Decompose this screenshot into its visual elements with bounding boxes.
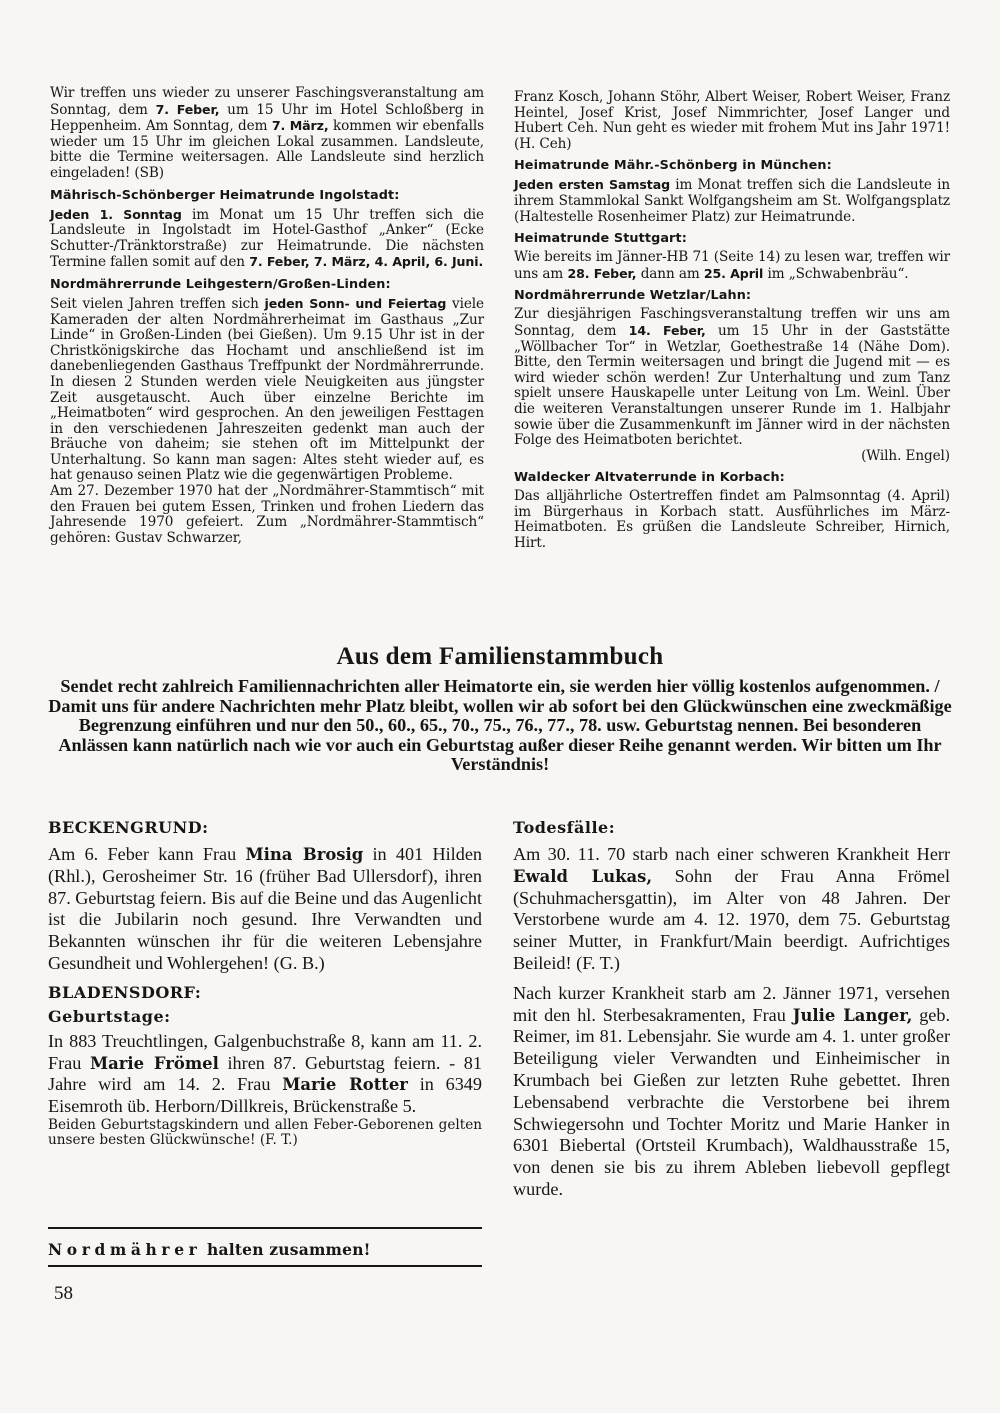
slogan-rest: halten zusammen! — [201, 1240, 371, 1259]
section-heading: Mährisch-Schönberger Heimatrunde Ingolstadt: — [50, 187, 400, 203]
place-heading: BLADENSDORF: — [48, 982, 202, 1002]
text: in 401 Hilden (Rhl.), Gerosheimer Str. 16 (früher Bad Ullersdorf), ihren 87. Geburtstag feiern. Bis auf die Beine und das Augenlicht ist die Jubilarin noch gesund. Ihre Verwandten und Bekannten wünschen ihr für die weiteren Lebensjahre Gesundheit und Wohlergehen! (G. B.) — [48, 844, 482, 973]
page-number: 58 — [54, 1283, 73, 1304]
date-bold: 14. Feber, — [628, 322, 706, 338]
signature: (Wilh. Engel) — [861, 447, 950, 464]
section-heading: Waldecker Altvaterrunde in Korbach: — [514, 470, 785, 486]
dates-bold: 7. Feber, 7. März, 4. April, 6. Juni. — [249, 254, 484, 270]
date-bold: 25. April — [703, 265, 764, 281]
text: im „Schwabenbräu“. — [763, 265, 909, 282]
family-section-title: Aus dem Familienstammbuch — [336, 643, 664, 670]
text: Am 30. 11. 70 starb nach einer schweren Krankheit Herr — [513, 844, 950, 864]
stuttgart-paragraph — [514, 250, 950, 282]
section-heading: Heimatrunde Stuttgart: — [514, 231, 687, 247]
deaths-heading: Todesfälle: — [513, 818, 616, 837]
faschings-paragraph — [50, 86, 484, 182]
section-heading: Nordmährerrunde Leihgestern/Großen-Linden: — [50, 276, 391, 292]
place-heading: BECKENGRUND: — [48, 818, 209, 837]
korbach-paragraph: Das alljährliche Ostertreffen findet am Palmsonntag (4. April) im Bürgerhaus in Korbach statt. Ausführliches im März-Heimatboten. Es grüßen die Landsleute Schreiber, Hirnich, Hirt. — [514, 488, 950, 552]
text: im Monat treffen sich die Landsleute in ihrem Stammlokal Sankt Wolfgangsheim am St. Wolfgangsplatz (Haltestelle Rosenheimer Platz) zur Heimatrunde. — [514, 177, 951, 225]
lukas-paragraph — [513, 844, 950, 975]
top-left-column — [50, 86, 484, 546]
text: Wir treffen uns wieder zu unserer Faschingsveranstaltung am Sonntag, dem — [50, 85, 484, 118]
text: Nach kurzer Krankheit starb am 2. Jänner 1971, versehen mit den hl. Sterbesakramenten, Frau — [513, 982, 950, 1025]
text: Wie bereits im Jänner-HB 71 (Seite 14) zu lesen war, treffen wir uns am — [514, 249, 950, 282]
person-name: Ewald Lukas, — [513, 866, 653, 886]
text: Seit vielen Jahren treffen sich — [50, 295, 265, 312]
text: um 15 Uhr im Hotel Schloßberg in Heppenheim. Am Sonntag, dem — [50, 101, 485, 135]
text: Zur diesjährigen Faschingsveranstaltung treffen wir uns am Sonntag, dem — [514, 306, 950, 339]
ingolstadt-paragraph — [50, 207, 484, 271]
text: Am 6. Feber kann Frau — [48, 844, 246, 864]
text: kommen wir ebenfalls wieder um 15 Uhr im gleichen Lokal zusammen. Landsleute, bitte die Termine weitersagen. Alle Landsleute sind herzlich eingeladen! (SB) — [50, 118, 484, 181]
section-heading: Nordmährerrunde Wetzlar/Lahn: — [514, 288, 752, 304]
text-bold: jeden Sonn- und Feiertag — [264, 295, 447, 311]
langer-paragraph — [513, 983, 950, 1201]
text: viele Kameraden der alten Nordmährerheimat im Gasthaus „Zur Linde“ in Großen-Linden (bei Gießen). Um 9.15 Uhr ist in der Christkönigskirche das Hochamt und anschließend ist im danebenliegenden Gasthaus Treffpunkt der Nordmährerrunde. In diesen 2 Stunden werden viele Neuigkeiten aus jüngster Zeit ausgetauscht. Auch über einzelne Berichte im „Heimatboten“ wird gesprochen. An den jeweiligen Festtagen in den verschiedenen Jahreszeiten gedenkt man auch der Bräuche von daheim; sie stehen oft im Mittelpunkt der Unterhaltung. So kann man sagen: Altes steht wieder auf, es hat genauso seinen Platz wie die gegenwärtigen Probleme. — [50, 295, 484, 484]
congrats-note: Beiden Geburtstagskindern und allen Feber-Geborenen gelten unsere besten Glückwünsche! (F. T.) — [48, 1116, 482, 1149]
bottom-right-column — [513, 818, 950, 1201]
top-right-column — [514, 90, 950, 552]
leihgestern-paragraph — [50, 296, 484, 484]
family-section-intro: Sendet recht zahlreich Familiennachrichten aller Heimatorte ein, sie werden hier völlig kostenlos aufgenommen. / Damit uns für andere Nachrichten mehr Platz bleibt, wollen wir ab sofort bei den Glückwünschen eine zweckmäßige Begrenzung einführen und nur den 50., 60., 65., 70., 75., 76., 77., 78. usw. Geburtstag nennen. Bei besonderen Anlässen kann natürlich nach wie vor auch ein Geburtstag außer dieser Reihe genannt werden. Wir bitten um Ihr Verständnis! — [48, 676, 952, 775]
text: geb. Reimer, im 81. Lebensjahr. Sie wurde am 4. 1. unter großer Beteiligung vieler Verwandten und Einheimischer in Krumbach bei Gießen zur letzten Ruhe gebettet. Ihren Lebensabend verbrachte die Verstorbene bei ihrem Schwiegersohn und Tochter Moritz und Marie Hanker in 6301 Biebertal (Ortsteil Krumbach), Waldhausstraße 15, von denen sie bis zu ihrem Ableben liebevoll gepflegt wurde. — [513, 1004, 950, 1199]
text: in 6349 Eisemroth üb. Herborn/Dillkreis, Brückenstraße 5. — [48, 1074, 482, 1117]
slogan — [48, 1240, 482, 1259]
person-name: Mina Brosig — [245, 845, 364, 864]
wetzlar-paragraph — [514, 307, 950, 448]
text: ihren 87. Geburtstag feiern. - 81 Jahre wird am 14. 2. Frau — [48, 1052, 482, 1095]
bottom-left-column — [48, 818, 482, 1148]
subheading: Geburtstage: — [48, 1006, 171, 1026]
stammtisch-paragraph: Am 27. Dezember 1970 hat der „Nordmährer-Stammtisch“ mit den Frauen bei gutem Essen, Trinken und frohen Liedern das Jahresende 1970 gefeiert. Zum „Nordmährer-Stammtisch“ gehören: Gustav Schwarzer, — [50, 483, 484, 546]
text-bold: Jeden 1. Sonntag — [50, 206, 182, 222]
person-name: Marie Rotter — [282, 1075, 408, 1095]
muenchen-paragraph — [514, 177, 950, 225]
date-bold: 7. März, — [271, 118, 329, 134]
section-heading: Heimatrunde Mähr.-Schönberg in München: — [514, 158, 832, 174]
text: In 883 Treuchtlingen, Galgenbuchstraße 8, kann am 11. 2. Frau — [48, 1030, 482, 1073]
names-paragraph: Franz Kosch, Johann Stöhr, Albert Weiser, Robert Weiser, Franz Heintel, Josef Krist, Josef Nimmrichter, Josef Langer und Hubert Ceh. Nun geht es wieder mit frohem Mut ins Jahr 1971! (H. Ceh) — [514, 89, 950, 152]
text: Sohn der Frau Anna Frömel (Schuhmachersgattin), im Alter von 48 Jahren. Der Verstorbene wurde am 4. 12. 1970, dem 75. Geburtstag seiner Mutter, in Frankfurt/Main beerdigt. Aufrichtiges Beileid! (F. T.) — [513, 865, 950, 973]
date-bold: 7. Feber, — [155, 101, 220, 117]
bladensdorf-paragraph — [48, 1031, 482, 1118]
beckengrund-paragraph — [48, 844, 482, 975]
text: im Monat um 15 Uhr treffen sich die Landsleute in Ingolstadt im Hotel-Gasthof „Anker“ (Ecke Schutter-/Tränktorstraße) zur Heimatrunde. Die nächsten Termine fallen somit auf den — [50, 206, 484, 271]
text: um 15 Uhr in der Gaststätte „Wöllbacher Tor“ in Wetzlar, Goethestraße 14 (Nähe Dom). Bitte, den Termin weitersagen und bringt die Jugend mit — es wird wieder schön werden! Zur Unterhaltung und zum Tanz spielt unsere Hauskapelle unter Leitung von Lm. Weinl. Über die weiteren Veranstaltungen unserer Runde im 1. Halbjahr sowie über die Zusammenkunft im Jänner wird in der nächsten Folge des Heimatboten berichtet. — [514, 322, 951, 449]
slogan-spaced: Nordmährer — [48, 1240, 202, 1259]
divider-rule — [48, 1227, 482, 1229]
divider-rule — [48, 1265, 482, 1267]
person-name: Marie Frömel — [90, 1053, 219, 1073]
person-name: Julie Langer, — [792, 1005, 913, 1025]
text: dann am — [636, 265, 704, 282]
date-bold: 28. Feber, — [567, 265, 637, 281]
text-bold: Jeden ersten Samstag — [514, 177, 671, 193]
